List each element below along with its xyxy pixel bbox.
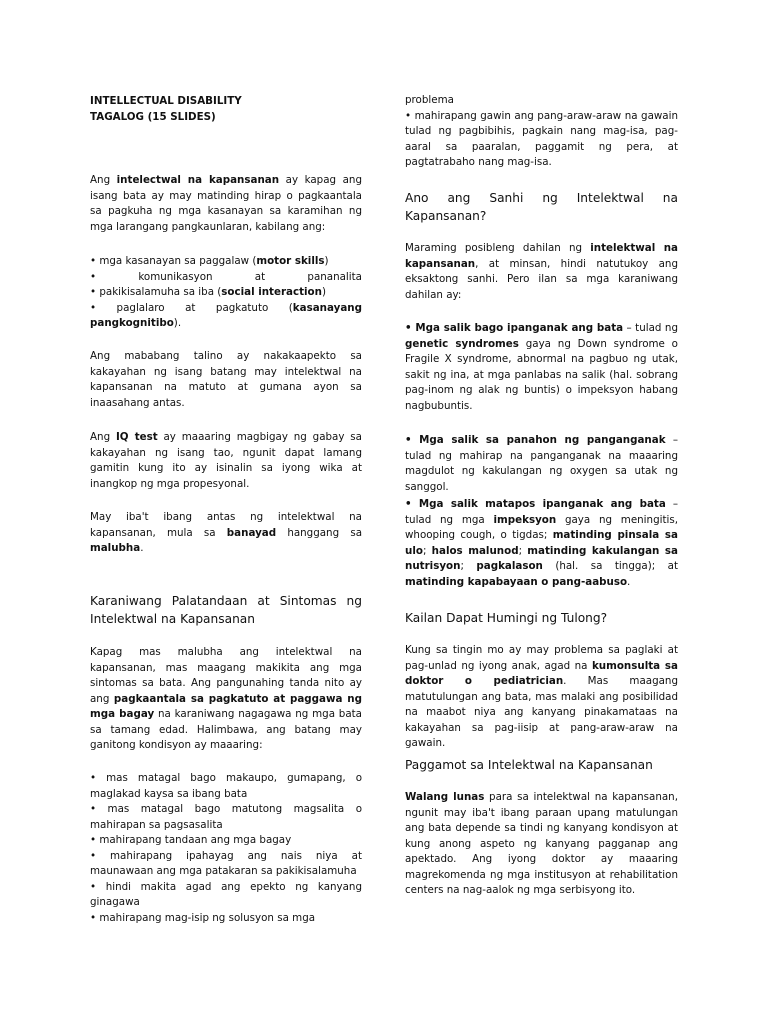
skill-item: • paglalaro at pagkatuto (kasanayang pangkognitibo). <box>90 301 362 329</box>
continued-text: problema <box>405 94 454 106</box>
iq-paragraph: Ang IQ test ay maaaring magbigay ng gabay sa kakayahan ng isang tao, ngunit dapat lamang gamitin kung ito ay isinalin sa iyong wika at inangkop ng mga propesyonal. <box>90 431 362 490</box>
skill-item: • mga kasanayan sa paggalaw (motor skills) <box>90 255 329 267</box>
sanhi-panahon-item: • Mga salik sa panahon ng panganganak – tulad ng mahirap na panganganak na maaaring magdulot ng kakulangan ng oxygen sa utak ng sanggol. <box>405 434 679 493</box>
sanhi-paragraph: Maraming posibleng dahilan ng intelektwal na kapansanan, at minsan, hindi natutukoy ang eksaktong sanhi. Pero ilan sa mga karaniwang dahilan ay: <box>405 242 678 301</box>
sintomas-paragraph: Kapag mas malubha ang intelektwal na kapansanan, mas maagang makikita ang mga sintomas sa bata. Ang pangunahing tanda nito ay ang pagkaantala sa pagkatuto at paggawa ng mga bagay na karaniwang nagagawa ng mga bata sa tamang edad. Halimbawa, ang batang may ganitong kondisyon ay maaaring: <box>90 646 362 751</box>
skills-list <box>90 254 362 332</box>
continued-bullet: • mahirapang gawin ang pang-araw-araw na gawain tulad ng pagbibihis, pagkain nang mag-isa, pag-aaral sa paaralan, paggamit ng pera, at pagtatrabaho nang mag-isa. <box>405 109 678 168</box>
sanhi-bago-item: • Mga salik bago ipanganak ang bata – tulad ng genetic syndromes gaya ng Down syndrome o Fragile X syndrome, abnormal na pagbuo ng utak, sakit ng ina, at mga panlabas na salik (hal. sobrang pag-inom ng alak ng buntis) o impeksyon habang nagbubuntis. <box>405 322 678 412</box>
talino-paragraph: Ang mababang talino ay nakakaapekto sa kakayahan ng isang batang may intelektwal na kapansanan na matuto at gumana ayon sa inaasahang antas. <box>90 350 362 409</box>
sanhi-matapos-item: • Mga salik matapos ipanganak ang bata – tulad ng mga impeksyon gaya ng meningitis, whooping cough, o tigdas; matinding pinsala sa ulo; halos malunod; matinding kakulangan sa nutrisyon; pagkalason (hal. sa tingga); at matinding kapabayaan o pang-aabuso. <box>405 498 678 588</box>
signs-list <box>90 771 362 926</box>
sign-item: • mas matagal bago makaupo, gumapang, o maglakad kaysa sa ibang bata <box>90 772 362 800</box>
skill-item: • pakikisalamuha sa iba (social interaction) <box>90 286 326 298</box>
paggamot-paragraph: Walang lunas para sa intelektwal na kapansanan, ngunit may iba't ibang paraan upang matulungan ang bata depende sa tindi ng kanyang kondisyon at kung anong aspeto ng kanyang pagganap ang apektado. Ang iyong doktor ay maaaring magrekomenda ng mga institusyon at rehabilitation centers na nag-aalok ng mga serbisyong ito. <box>405 791 678 896</box>
heading-sintomas: Karaniwang Palatandaan at Sintomas ng Intelektwal na Kapansanan <box>90 594 362 626</box>
antas-paragraph: May iba't ibang antas ng intelektwal na kapansanan, mula sa banayad hanggang sa malubha. <box>90 511 362 554</box>
sign-item: • mas matagal bago matutong magsalita o mahirapan sa pagsasalita <box>90 803 362 831</box>
skill-item: • komunikasyon at pananalita <box>90 270 362 283</box>
title-line-1: INTELLECTUAL DISABILITY <box>90 95 242 107</box>
heading-tulong: Kailan Dapat Humingi ng Tulong? <box>405 611 608 625</box>
sign-item: • mahirapang ipahayag ang nais niya at maunawaan ang mga patakaran sa pakikisalamuha <box>90 849 362 877</box>
tulong-paragraph: Kung sa tingin mo ay may problema sa paglaki at pag-unlad ng iyong anak, agad na kumonsulta sa doktor o pediatrician. Mas maagang matutulungan ang bata, mas malaki ang posibilidad na maabot niya ang kanyang pinakamataas na kakayahan sa pag-iisip at pang-araw-araw na gawain. <box>405 644 678 749</box>
sign-item: • hindi makita agad ang epekto ng kanyang ginagawa <box>90 880 362 908</box>
heading-paggamot: Paggamot sa Intelektwal na Kapansanan <box>405 758 653 772</box>
document-title <box>90 94 242 125</box>
sign-item: • mahirapang mag-isip ng solusyon sa mga <box>90 911 316 924</box>
intro-paragraph: Ang intelectwal na kapansanan ay kapag ang isang bata ay may matinding hirap o pagkaantala sa pagkuha ng mga kasanayan sa karamihan ng mga larangang pangkaunlaran, kabilang ang: <box>90 174 362 233</box>
heading-sanhi: Ano ang Sanhi ng Intelektwal na Kapansanan? <box>405 191 678 223</box>
sign-item: • mahirapang tandaan ang mga bagay <box>90 834 292 846</box>
title-line-2: TAGALOG (15 SLIDES) <box>90 110 216 123</box>
